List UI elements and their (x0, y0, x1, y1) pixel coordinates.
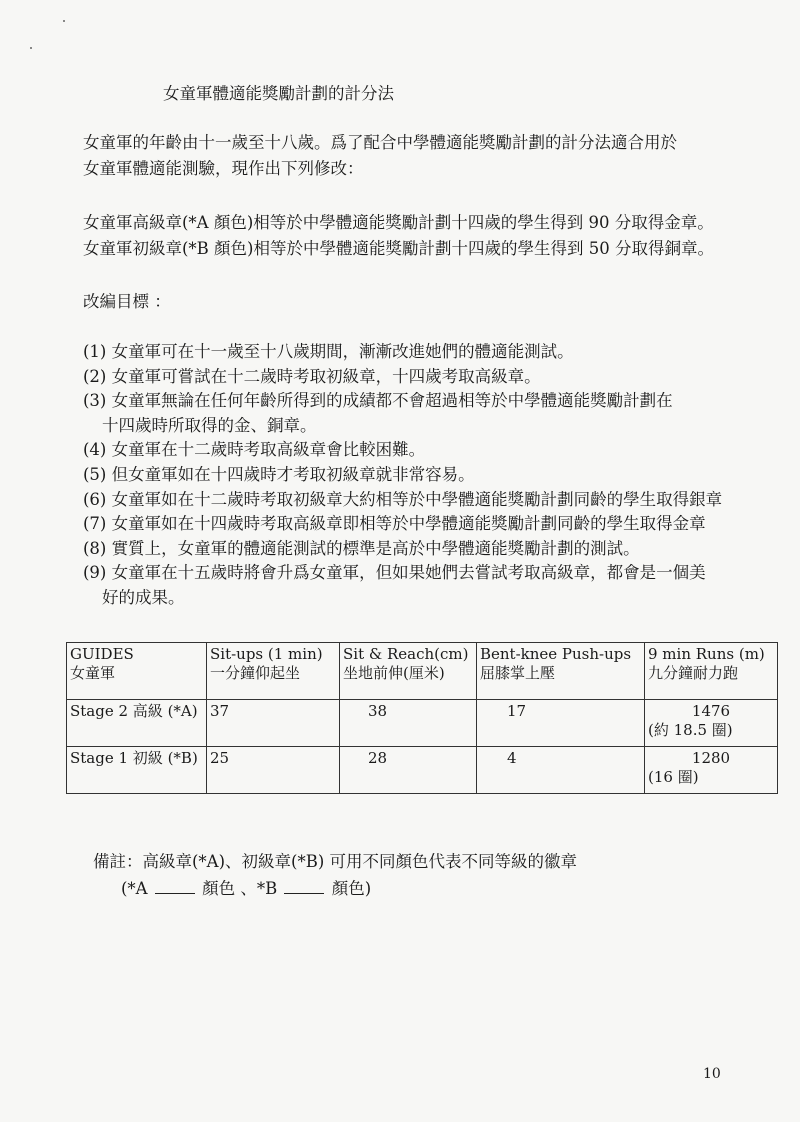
table-row (67, 747, 778, 794)
badge-paragraph (83, 210, 714, 262)
page-number: 10 (703, 1066, 721, 1082)
guides-standards-table (66, 642, 778, 794)
header-cell-situps: Sit-ups (1 min) 一分鐘仰起坐 (207, 643, 340, 700)
objective-item-continuation: 好的成果。 (102, 587, 185, 607)
scan-speck (63, 20, 65, 22)
reach-cell: 38 (340, 700, 477, 747)
stage-cell: Stage 1 初級 (*B) (67, 747, 207, 794)
remarks-color-line: (*A 顏色 、*B 顏色) (121, 879, 372, 898)
objective-item: (3) 女童軍無論在任何年齡所得到的成績都不會超過相等於中學體適能獎勵計劃在 (83, 391, 673, 411)
pushups-cell: 4 (477, 747, 645, 794)
run-cell: 1476 (約 18.5 圈) (645, 700, 778, 747)
badge-line-b: 女童軍初級章(*B 顏色)相等於中學體適能獎勵計劃十四歲的學生得到 50 分取得銅章。 (83, 239, 714, 258)
color-blank-a (155, 879, 195, 894)
objectives-heading: 改編目標 ： (83, 292, 171, 311)
intro-line: 女童軍的年齡由十一歲至十八歲。爲了配合中學體適能獎勵計劃的計分法適合用於 (83, 133, 677, 152)
remarks-line: 備註：高級章(*A)、初級章(*B) 可用不同顏色代表不同等級的徽章 (93, 852, 578, 871)
stage-cell: Stage 2 高級 (*A) (67, 700, 207, 747)
objective-item: (4) 女童軍在十二歲時考取高級章會比較困難。 (83, 440, 426, 460)
intro-line: 女童軍體適能測驗，現作出下列修改： (83, 159, 364, 178)
reach-cell: 28 (340, 747, 477, 794)
objectives-list (83, 340, 722, 611)
situps-cell: 25 (207, 747, 340, 794)
header-cell-sit-reach: Sit & Reach(cm) 坐地前伸(厘米) (340, 643, 477, 700)
objective-item: (6) 女童軍如在十二歲時考取初級章大約相等於中學體適能獎勵計劃同齡的學生取得銀章 (83, 489, 723, 509)
objective-item: (2) 女童軍可嘗試在十二歲時考取初級章，十四歲考取高級章。 (83, 366, 541, 386)
header-cell-pushups: Bent-knee Push-ups 屈膝掌上壓 (477, 643, 645, 700)
badge-line-a: 女童軍高級章(*A 顏色)相等於中學體適能獎勵計劃十四歲的學生得到 90 分取得金章。 (83, 213, 714, 232)
objective-item: (1) 女童軍可在十一歲至十八歲期間，漸漸改進她們的體適能測試。 (83, 342, 574, 361)
objective-item-continuation: 十四歲時所取得的金、銅章。 (102, 415, 317, 435)
page-title: 女童軍體適能獎勵計劃的計分法 (163, 84, 394, 103)
table-header-row (67, 643, 778, 700)
scan-speck (30, 47, 32, 49)
table-row (67, 700, 778, 747)
objective-item: (9) 女童軍在十五歲時將會升爲女童軍，但如果她們去嘗試考取高級章，都會是一個美 (83, 563, 706, 583)
header-cell-run: 9 min Runs (m) 九分鐘耐力跑 (645, 643, 778, 700)
header-cell-guides: GUIDES 女童軍 (67, 643, 207, 700)
objective-item: (8) 實質上，女童軍的體適能測試的標準是高於中學體適能獎勵計劃的測試。 (83, 538, 640, 558)
color-blank-b (284, 879, 324, 894)
situps-cell: 37 (207, 700, 340, 747)
intro-paragraph (83, 130, 677, 182)
objective-item: (7) 女童軍如在十四歲時考取高級章即相等於中學體適能獎勵計劃同齡的學生取得金章 (83, 514, 706, 534)
pushups-cell: 17 (477, 700, 645, 747)
objective-item: (5) 但女童軍如在十四歲時才考取初級章就非常容易。 (83, 464, 475, 484)
run-cell: 1280 (16 圈) (645, 747, 778, 794)
